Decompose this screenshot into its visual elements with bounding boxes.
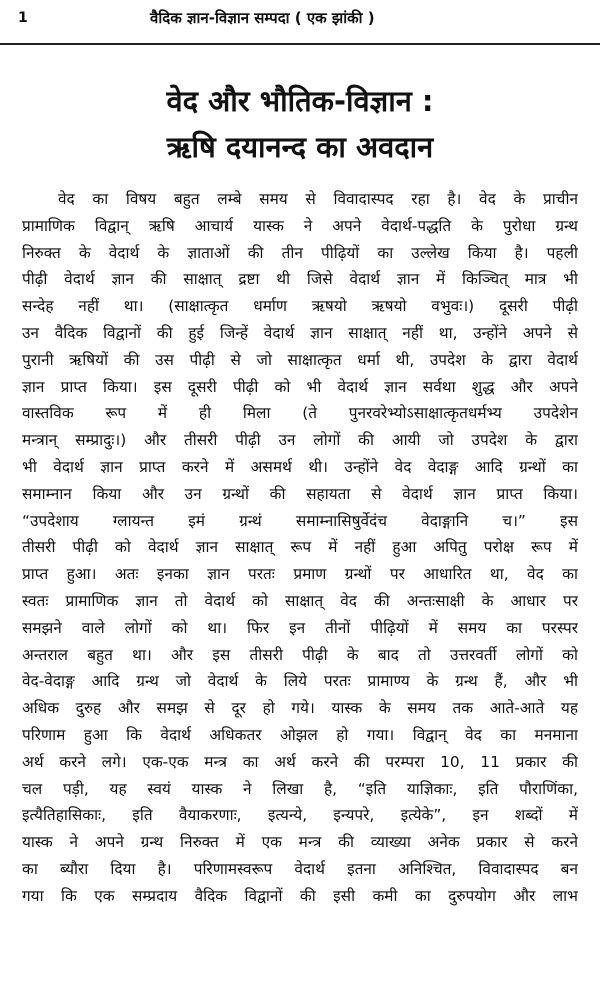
- chapter-title: [0, 78, 600, 170]
- text-line: अधिक दुरुह और समझ से दूर हो गये। यास्क के समय तक आते-आते यह: [22, 699, 578, 718]
- text-line: समाम्नान किया और उन ग्रन्थों की सहायता से वेदार्थ ज्ञान प्राप्त किया।: [22, 484, 578, 503]
- text-line: निरुक्त के वेदार्थ के ज्ञाताओं की तीन पीढ़ियों का उल्लेख किया है। पहली: [22, 243, 578, 262]
- header-rule: [0, 43, 600, 45]
- page-number: 1: [18, 10, 28, 26]
- text-line: मन्त्रान् सम्प्रादुः।) और तीसरी पीढ़ी उन लोगों की आयी जो उपदेश के द्वारा: [22, 431, 578, 450]
- text-line: अन्तराल बहुत था। और इस तीसरी पीढ़ी के बाद तो उत्तरवर्ती लोगों को: [22, 645, 578, 664]
- text-line: तीसरी पीढ़ी को वेदार्थ ज्ञान साक्षात् रूप में नहीं हुआ अपितु परोक्ष रूप में: [22, 538, 578, 557]
- text-line: प्राप्त हुआ। अतः इनका ज्ञान परतः प्रमाण ग्रन्थों पर आधारित था, वेद का: [22, 565, 578, 584]
- text-line: पुरानी ऋषियों की उस पीढ़ी से जो साक्षात्कृत धर्मा थी, उपदेश के द्वारा वेदार्थ: [22, 350, 578, 369]
- text-line: ज्ञान प्राप्त किया। इस दूसरी पीढ़ी को भी वेदार्थ ज्ञान सर्वथा शुद्ध और अपने: [22, 377, 578, 396]
- text-line: उन वैदिक विद्वानों की हुई जिन्हें वेदार्थ ज्ञान साक्षात् नहीं था, उन्होंने अपने से: [22, 323, 578, 342]
- text-line: यास्क ने अपने ग्रन्थ निरुक्त में एक मन्त्र की व्याख्या अनेक प्रकार से करने: [22, 833, 578, 852]
- text-line: समझने वाले लोगों को था। फिर इन तीनों पीढ़ियों में समय का परस्पर: [22, 618, 578, 637]
- text-line: वेद-वेदाङ्ग आदि ग्रन्थ जो वेदार्थ के लिये परतः प्रामाण्य के ग्रन्थ हैं, और भी: [22, 672, 578, 691]
- title-line-2: ऋषि दयानन्द का अवदान: [166, 130, 434, 164]
- text-line: “उपदेशाय ग्लायन्त इमं ग्रन्थं समाम्नासिषुर्वेदंच वेदाङ्गानि च।” इस: [22, 511, 578, 530]
- text-line: का ब्यौरा दिया है। परिणामस्वरूप वेदार्थ इतना अनिश्चित, विवादास्पद बन: [22, 859, 578, 878]
- text-line: पीढ़ी वेदार्थ ज्ञान की साक्षात् द्रष्टा थी जिसे वेदार्थ ज्ञान में किञ्चित् मात्र भी: [22, 270, 578, 289]
- text-line: प्रामाणिक विद्वान् ऋषि आचार्य यास्क ने अपने वेदार्थ-पद्धति के पुरोधा ग्रन्थ: [22, 216, 578, 235]
- text-line: स्वतः प्रामाणिक ज्ञान तो वेदार्थ को साक्षात् वेद की अन्तःसाक्षी के आधार पर: [22, 591, 578, 610]
- title-line-1: वेद और भौतिक-विज्ञान :: [166, 84, 434, 118]
- text-line: वास्तविक रूप में ही मिला (ते पुनरवरेभ्योऽसाक्षात्कृतधर्मभ्य उपदेशेन: [22, 404, 578, 423]
- running-head: वैदिक ज्ञान-विज्ञान सम्पदा ( एक झांकी ): [150, 9, 375, 27]
- text-line: गया कि एक सम्प्रदाय वैदिक विद्वानों की इसी कमी का दुरुपयोग और लाभ: [22, 886, 578, 905]
- body-text: [22, 186, 578, 910]
- text-line: अर्थ करने लगे। एक-एक मन्त्र का अर्थ करने की परम्परा 10, 11 प्रकार की: [22, 752, 578, 771]
- text-line: वेद का विषय बहुत लम्बे समय से विवादास्पद रहा है। वेद के प्राचीन: [58, 190, 578, 208]
- text-line: इत्यैतिहासिकाः, इति वैयाकरणाः, इत्यन्ये, इन्यपरे, इत्येके”, इन शब्दों में: [22, 806, 578, 825]
- text-line: सन्देह नहीं था। (साक्षात्कृत धर्माण ऋषयो ऋषयो वभुवः।) दूसरी पीढ़ी: [22, 297, 578, 316]
- text-line: भी वेदार्थ ज्ञान प्राप्त करने में असमर्थ थी। उन्होंने वेद वेदाङ्ग आदि ग्रन्थों का: [22, 457, 578, 476]
- text-line: चल पड़ी, यह स्वयं यास्क ने लिखा है, “इति याज्ञिकाः, इति पौराणिंका,: [22, 779, 578, 798]
- text-line: परिणाम हुआ कि वेदार्थ अधिकतर ओझल हो गया। विद्वान् वेद का मनमाना: [22, 725, 578, 744]
- page-header: [0, 0, 600, 60]
